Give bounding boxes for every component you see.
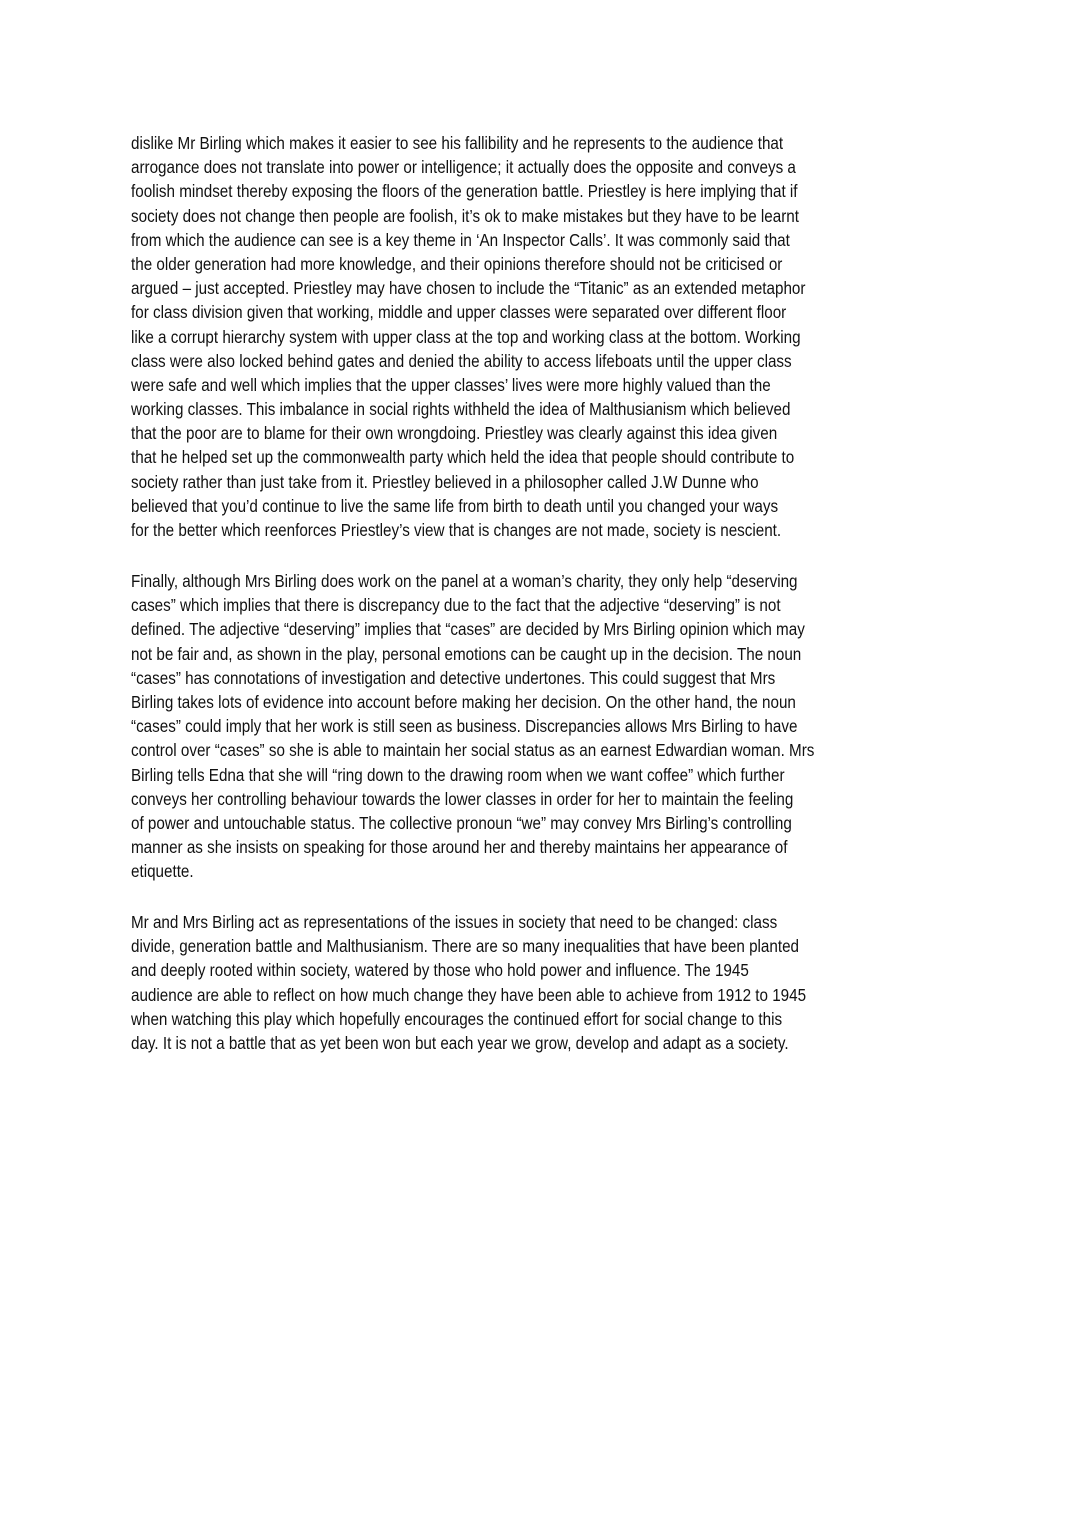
text-line: society does not change then people are foolish, it’s ok to make mistakes but they have to be learnt [131, 205, 799, 226]
text-line: class were also locked behind gates and denied the ability to access lifeboats until the upper class [131, 350, 792, 371]
paragraph-2 [131, 569, 961, 883]
text-line: day. It is not a battle that as yet been won but each year we grow, develop and adapt as a society. [131, 1032, 789, 1053]
text-line: “cases” has connotations of investigation and detective undertones. This could suggest that Mrs [131, 667, 776, 688]
text-line: divide, generation battle and Malthusianism. There are so many inequalities that have been planted [131, 936, 799, 957]
text-line: etiquette. [131, 861, 194, 882]
text-line: of power and untouchable status. The collective pronoun “we” may convey Mrs Birling’s controlling [131, 812, 792, 833]
text-line: foolish mindset thereby exposing the floors of the generation battle. Priestley is here implying that if [131, 181, 798, 202]
text-line: control over “cases” so she is able to maintain her social status as an earnest Edwardian woman. Mrs [131, 740, 815, 761]
text-line: conveys her controlling behaviour towards the lower classes in order for her to maintain the feeling [131, 788, 794, 809]
text-line: the older generation had more knowledge, and their opinions therefore should not be criticised or [131, 253, 783, 274]
text-line: working classes. This imbalance in social rights withheld the idea of Malthusianism which believed [131, 399, 791, 420]
text-line: audience are able to reflect on how much change they have been able to achieve from 1912 to 1945 [131, 984, 807, 1005]
text-line: for the better which reenforces Priestley’s view that is changes are not made, society is nescient. [131, 520, 782, 540]
text-line: Birling tells Edna that she will “ring down to the drawing room when we want coffee” which further [131, 764, 785, 785]
text-line: believed that you’d continue to live the same life from birth to death until you changed your ways [131, 495, 779, 516]
text-line: society rather than just take from it. Priestley believed in a philosopher called J.W Dunne who [131, 471, 759, 492]
text-line: that he helped set up the commonwealth party which held the idea that people should contribute to [131, 447, 795, 468]
paragraph-1 [131, 131, 961, 542]
text-line: defined. The adjective “deserving” implies that “cases” are decided by Mrs Birling opinion which may [131, 619, 805, 640]
text-line: Birling takes lots of evidence into account before making her decision. On the other hand, the noun [131, 691, 796, 712]
text-line: Finally, although Mrs Birling does work on the panel at a woman’s charity, they only help “deserving [131, 571, 798, 591]
paragraph-3 [131, 910, 961, 1055]
text-line: arrogance does not translate into power or intelligence; it actually does the opposite and conveys a [131, 157, 796, 178]
text-line: dislike Mr Birling which makes it easier to see his fallibility and he represents to the audience that [131, 133, 784, 153]
text-line: were safe and well which implies that the upper classes’ lives were more highly valued than the [131, 374, 771, 395]
text-line: not be fair and, as shown in the play, personal emotions can be caught up in the decision. The noun [131, 643, 802, 664]
text-line: when watching this play which hopefully encourages the continued effort for social change to this [131, 1008, 783, 1029]
text-line: that the poor are to blame for their own wrongdoing. Priestley was clearly against this idea given [131, 423, 778, 444]
text-line: for class division given that working, middle and upper classes were separated over different floor [131, 302, 787, 323]
text-line: like a corrupt hierarchy system with upper class at the top and working class at the bottom. Working [131, 326, 801, 347]
text-line: Mr and Mrs Birling act as representations of the issues in society that need to be changed: class [131, 912, 778, 932]
text-line: and deeply rooted within society, watered by those who hold power and influence. The 1945 [131, 960, 749, 981]
text-line: manner as she insists on speaking for those around her and thereby maintains her appearance of [131, 837, 788, 858]
text-line: from which the audience can see is a key theme in ‘An Inspector Calls’. It was commonly said that [131, 229, 790, 250]
text-line: argued – just accepted. Priestley may have chosen to include the “Titanic” as an extended metaphor [131, 278, 806, 299]
text-line: cases” which implies that there is discrepancy due to the fact that the adjective “deserving” is not [131, 595, 781, 616]
text-line: “cases” could imply that her work is still seen as business. Discrepancies allows Mrs Birling to have [131, 716, 798, 737]
